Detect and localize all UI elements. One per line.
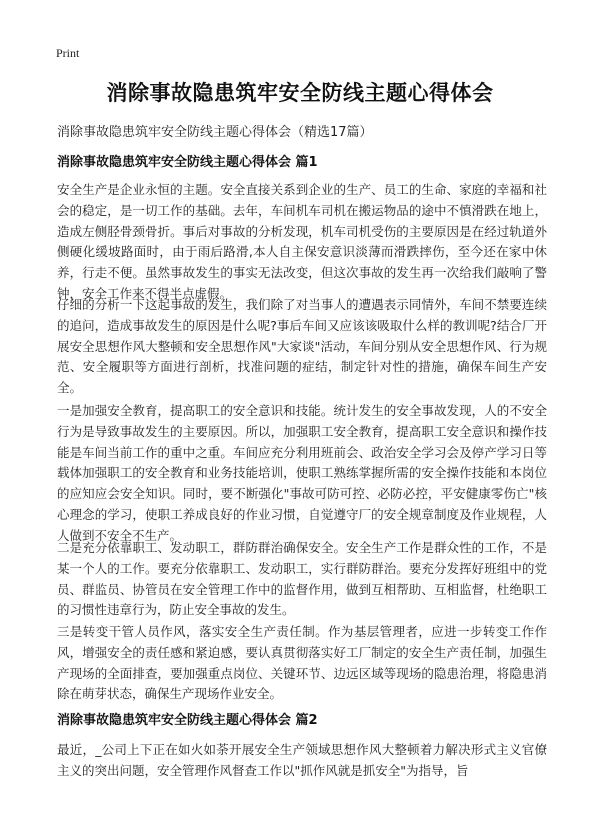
paragraph: 仔细的分析一下这起事故的发生，我们除了对当事人的遭遇表示同情外，车间不禁要连续的追问，造成事故发生的原因是什么呢?事后车间又应该该吸取什么样的教训呢?结合厂开展安全思想作风大整顿和安全思想作风"大家谈"活动，车间分别从安全思想作风、行为规范、安全履职等方面进行剖析，找准问题的症结，制定针对性的措施，确保车间生产安全。 — [57, 297, 547, 396]
section-heading: 消除事故隐患筑牢安全防线主题心得体会 篇1 — [57, 155, 318, 170]
section-heading: 消除事故隐患筑牢安全防线主题心得体会 篇2 — [57, 713, 318, 728]
paragraph: 三是转变干管人员作风，落实安全生产责任制。作为基层管理者，应进一步转变工作作风，增强安全的责任感和紧迫感，要认真贯彻落实好工厂制定的安全生产责任制，加强生产现场的全面排查，要加强重点岗位、关键环节、边远区域等现场的隐患治理，将隐患消除在萌芽状态，确保生产现场作业安全。 — [57, 624, 547, 702]
print-link[interactable]: Print — [56, 46, 80, 60]
paragraph: 安全生产是企业永恒的主题。安全直接关系到企业的生产、员工的生命、家庭的幸福和社会的稳定，是一切工作的基础。去年，车间机车司机在搬运物品的途中不慎滑跌在地上，造成左侧胫骨颈骨折。事后对事故的分析发现，机车司机受伤的主要原因是在经过轨道外侧硬化缓坡路面时，由于雨后路滑,本人自主保安意识淡薄而滑跌摔伤，至今还在家中休养，行走不便。虽然事故发生的事实无法改变，但这次事故的发生再一次给我们敲响了警钟，安全工作来不得半点虚假。 — [57, 182, 547, 301]
paragraph: 最近，_公司上下正在如火如荼开展安全生产领域思想作风大整顿着力解决形式主义官僚主义的突出问题，安全管理作风督查工作以"抓作风就是抓安全"为指导，旨 — [57, 742, 547, 778]
document-subtitle: 消除事故隐患筑牢安全防线主题心得体会（精选17篇） — [57, 125, 373, 140]
document-title: 消除事故隐患筑牢安全防线主题心得体会 — [106, 81, 494, 105]
paragraph: 二是充分依靠职工、发动职工，群防群治确保安全。安全生产工作是群众性的工作，不是某一个人的工作。要充分依靠职工、发动职工，实行群防群治。要充分发挥好班组中的党员、群监员、协管员在安全管理工作中的监督作用，做到互相帮助、互相监督，杜绝职工的习惯性违章行为，防止安全事故的发生。 — [57, 540, 547, 618]
paragraph: 一是加强安全教育，提高职工的安全意识和技能。统计发生的安全事故发现，人的不安全行为是导致事故发生的主要原因。所以，加强职工安全教育，提高职工安全意识和操作技能是车间当前工作的重中之重。车间应充分利用班前会、政治安全学习会及停产学习日等载体加强职工的安全教育和业务技能培训，使职工熟练掌握所需的安全操作技能和本岗位的应知应会安全知识。同时，要不断强化"事故可防可控、必防必控，平安健康零伤亡"核心理念的学习，使职工养成良好的作业习惯，自觉遵守厂的安全规章制度及作业规程，人人做到不安全不生产。 — [57, 403, 547, 543]
